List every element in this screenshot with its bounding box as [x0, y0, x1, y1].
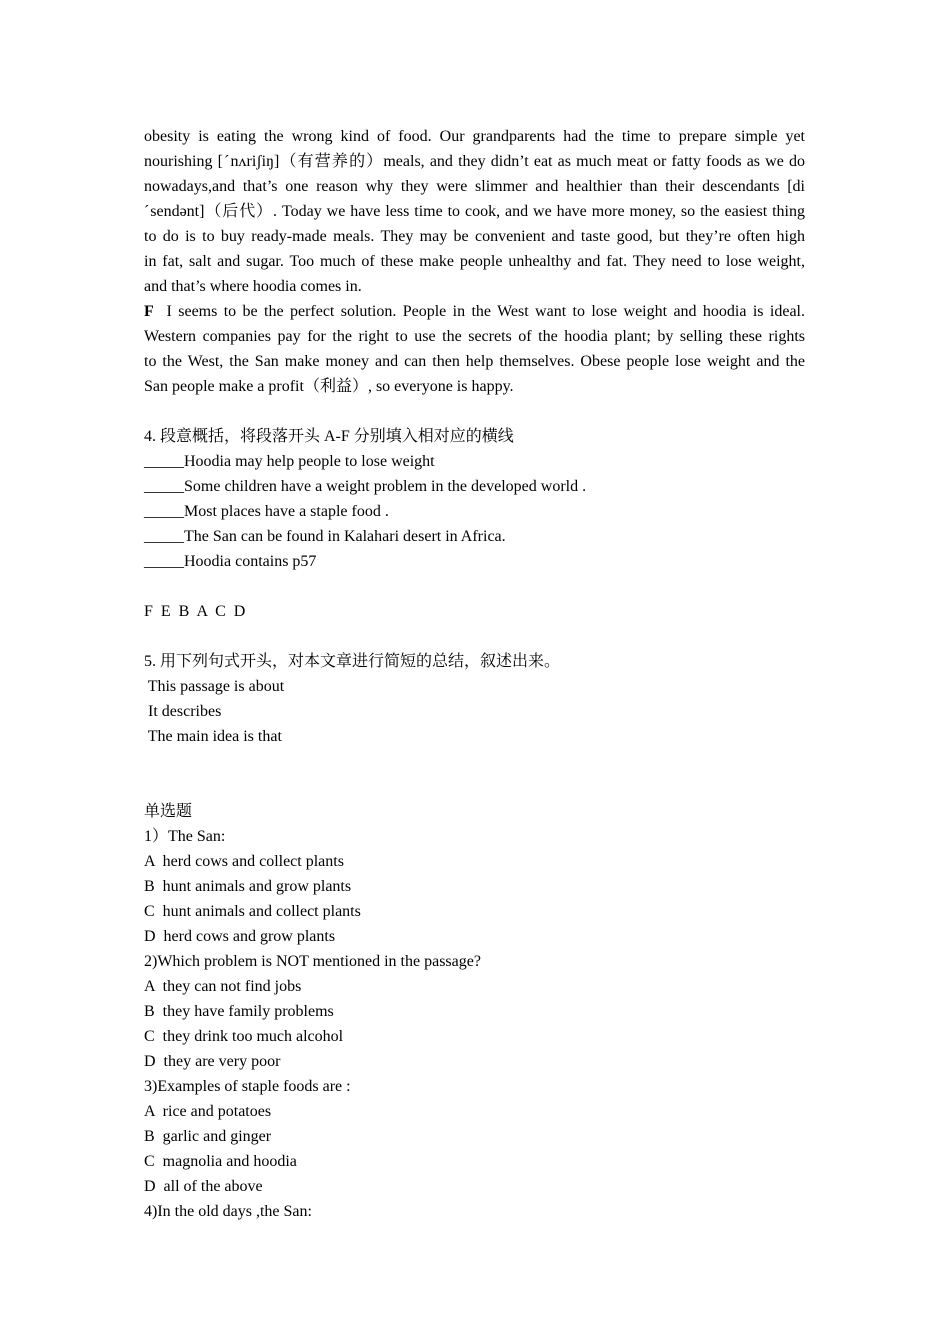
question-title: 5. 用下列句式开头，对本文章进行简短的总结，叙述出来。	[144, 653, 561, 670]
mcq-option: A rice and potatoes	[144, 1103, 272, 1120]
answer-key: F E B A C D	[144, 603, 246, 620]
passage-paragraph-e	[144, 124, 805, 299]
section-heading: 单选题	[144, 803, 193, 820]
passage-line: nowadays,and that’s one reason why they were slimmer and healthier than their descendants [di	[144, 178, 805, 195]
mcq-option: A herd cows and collect plants	[144, 853, 344, 870]
fill-blank-item: _____Hoodia may help people to lose weight	[144, 453, 435, 470]
mcq-question: 2)Which problem is NOT mentioned in the passage?	[144, 953, 481, 970]
passage-line: to do is to buy ready-made meals. They may be convenient and taste good, but they’re often high	[144, 228, 805, 245]
mcq-option: C magnolia and hoodia	[144, 1153, 297, 1170]
sentence-starter: It describes	[144, 703, 222, 720]
mcq-option: A they can not find jobs	[144, 978, 302, 995]
passage-line: obesity is eating the wrong kind of food. Our grandparents had the time to prepare simple yet	[144, 128, 805, 145]
question-title: 4. 段意概括，将段落开头 A-F 分别填入相对应的横线	[144, 428, 514, 445]
mcq-option: D herd cows and grow plants	[144, 928, 336, 945]
passage-line: San people make a profit（利益）, so everyone is happy.	[144, 378, 514, 395]
mcq-option: D they are very poor	[144, 1053, 281, 1070]
mcq-option: B they have family problems	[144, 1003, 334, 1020]
passage-line: in fat, salt and sugar. Too much of these make people unhealthy and fat. They need to lose weight,	[144, 253, 805, 270]
passage-line: nourishing [ˊnʌriʃiŋ]（有营养的）meals, and they didn’t eat as much meat or fatty foods as we do	[144, 153, 805, 170]
mcq-option: C hunt animals and collect plants	[144, 903, 361, 920]
passage-line: Western companies pay for the right to use the secrets of the hoodia plant; by selling these rights	[144, 328, 805, 345]
mcq-option: D all of the above	[144, 1178, 263, 1195]
passage-paragraph-f	[144, 299, 805, 399]
fill-blank-item: _____Hoodia contains p57	[144, 553, 317, 570]
fill-blank-item: _____The San can be found in Kalahari desert in Africa.	[144, 528, 506, 545]
passage-line-text: I seems to be the perfect solution. People in the West want to lose weight and hoodia is ideal.	[166, 303, 805, 320]
mcq-question: 4)In the old days ,the San:	[144, 1203, 312, 1220]
question-4	[144, 424, 805, 624]
mcq-option: C they drink too much alcohol	[144, 1028, 344, 1045]
multiple-choice-section	[144, 799, 805, 1224]
passage-line: to the West, the San make money and can then help themselves. Obese people lose weight and the	[144, 353, 805, 370]
mcq-option: B garlic and ginger	[144, 1128, 272, 1145]
passage-line-with-letter	[144, 299, 805, 324]
paragraph-letter: F	[144, 303, 154, 320]
mcq-option: B hunt animals and grow plants	[144, 878, 352, 895]
passage-line: and that’s where hoodia comes in.	[144, 278, 362, 295]
mcq-question: 1）The San:	[144, 828, 226, 845]
sentence-starter: This passage is about	[144, 678, 285, 695]
fill-blank-item: _____Most places have a staple food .	[144, 503, 389, 520]
mcq-question: 3)Examples of staple foods are :	[144, 1078, 351, 1095]
passage-line: ˊsendənt]（后代）. Today we have less time to cook, and we have more money, so the easiest thing	[144, 203, 805, 220]
sentence-starter: The main idea is that	[144, 728, 282, 745]
question-5	[144, 649, 805, 749]
fill-blank-item: _____Some children have a weight problem in the developed world .	[144, 478, 587, 495]
